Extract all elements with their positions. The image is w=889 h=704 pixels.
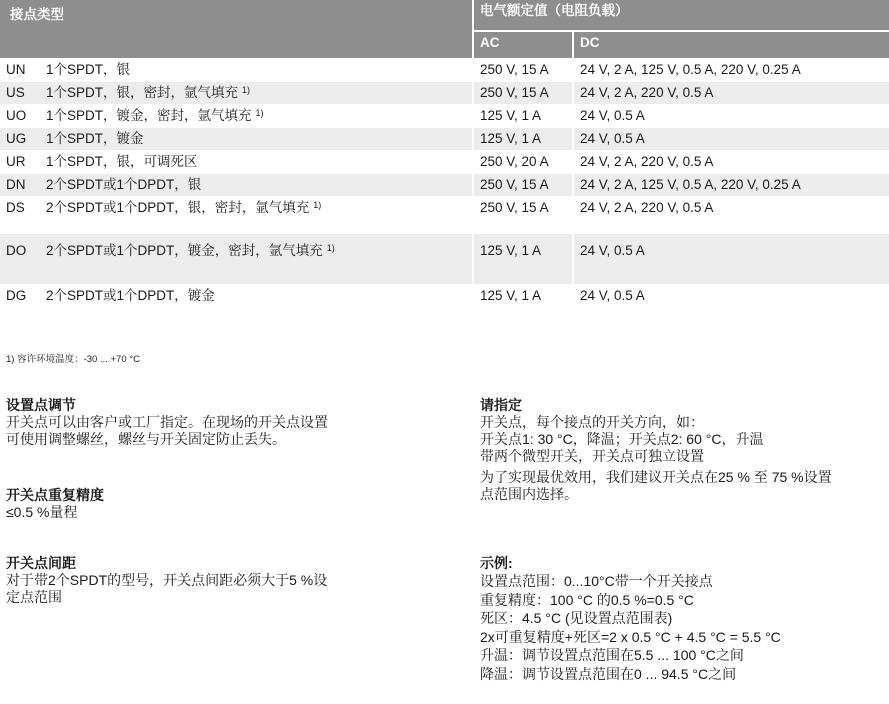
row-dc: 24 V, 2 A, 220 V, 0.5 A [574,81,889,104]
row-dc: 24 V, 2 A, 220 V, 0.5 A [574,150,889,173]
row-code: UG [0,127,40,150]
row-ac: 250 V, 15 A [474,81,574,104]
example-section [480,555,885,683]
footnote-ref: 1) [313,200,322,210]
spacing-text-1: 对于带2个SPDT的型号，开关点间距必须大于5 %设 [6,572,328,588]
repeatability-value: ≤0.5 %量程 [6,504,78,520]
header-ac: AC [474,32,574,58]
row-code: UN [0,58,40,81]
setpoint-section [6,397,406,448]
row-ac: 250 V, 15 A [474,58,574,81]
table-row [0,150,889,173]
row-desc: 1个SPDT，银 [40,58,474,81]
row-code: UO [0,104,40,127]
specify-section [480,397,885,503]
row-dc: 24 V, 0.5 A [574,127,889,150]
row-desc: 2个SPDT或1个DPDT，镀金，密封，氩气填充 $^{1)}$ [40,233,474,284]
row-desc: 1个SPDT，镀金 [40,127,474,150]
footnote: 1) 容许环境温度：-30 ... +70 °C [6,354,140,365]
row-ac: 125 V, 1 A [474,233,574,284]
row-dc: 24 V, 0.5 A [574,233,889,284]
spacing-title: 开关点间距 [6,555,76,571]
row-desc: 2个SPDT或1个DPDT，镀金 [40,284,474,307]
row-ac: 250 V, 15 A [474,196,574,233]
row-dc: 24 V, 0.5 A [574,284,889,307]
row-code: DG [0,284,40,307]
row-ac: 125 V, 1 A [474,104,574,127]
example-title: 示例: [480,555,513,571]
table-row [0,81,889,104]
specify-text-1: 开关点，每个接点的开关方向，如： [480,414,704,430]
setpoint-text-2: 可使用调整螺丝，螺丝与开关固定防止丢失。 [6,431,286,447]
table-row [0,284,889,307]
table-row [0,173,889,196]
example-line-6: 降温：调节设置点范围在0 ... 94.5 °C之间 [480,665,737,682]
example-line-4: 2x可重复精度+死区=2 x 0.5 °C + 4.5 °C = 5.5 °C [480,628,781,645]
contact-spec-table [0,0,889,307]
table-row [0,58,889,81]
table-row [0,196,889,233]
recommend-text-1: 为了实现最优效用，我们建议开关点在25 % 至 75 %设置 [480,469,832,485]
row-desc: 1个SPDT，镀金，密封，氩气填充 $^{1)}$ [40,104,474,127]
footnote-ref: 1) [255,108,264,118]
example-line-5: 升温：调节设置点范围在5.5 ... 100 °C之间 [480,647,744,663]
row-ac: 125 V, 1 A [474,284,574,307]
row-dc: 24 V, 2 A, 125 V, 0.5 A, 220 V, 0.25 A [574,173,889,196]
table-row [0,104,889,127]
row-code: US [0,81,40,104]
row-ac: 125 V, 1 A [474,127,574,150]
example-line-3: 死区：4.5 °C (见设置点范围表) [480,610,673,626]
specify-text-2: 开关点1: 30 °C，降温；开关点2: 60 °C，升温 [480,431,764,447]
row-desc: 2个SPDT或1个DPDT，银，密封，氩气填充 $^{1)}$ [40,196,474,233]
row-dc: 24 V, 2 A, 220 V, 0.5 A [574,196,889,233]
row-code: DS [0,196,40,233]
setpoint-text-1: 开关点可以由客户或工厂指定。在现场的开关点设置 [6,414,328,430]
footnote-ref: 1) [242,85,251,95]
row-dc: 24 V, 0.5 A [574,104,889,127]
row-ac: 250 V, 15 A [474,173,574,196]
row-desc: 1个SPDT，银，密封，氩气填充 $^{1)}$ [40,81,474,104]
row-desc: 2个SPDT或1个DPDT，银 [40,173,474,196]
table-row [0,127,889,150]
row-code: DO [0,233,40,284]
row-dc: 24 V, 2 A, 125 V, 0.5 A, 220 V, 0.25 A [574,58,889,81]
spacing-section [6,555,406,606]
setpoint-title: 设置点调节 [6,397,76,413]
specify-title: 请指定 [480,397,522,413]
repeatability-title: 开关点重复精度 [6,487,104,503]
row-ac: 250 V, 20 A [474,150,574,173]
footnote-ref: 1) [326,243,335,253]
specify-text-3: 带两个微型开关，开关点可独立设置 [480,448,704,464]
example-line-2: 重复精度：100 °C 的0.5 %=0.5 °C [480,591,694,608]
row-code: UR [0,150,40,173]
example-line-1: 设置点范围：0...10°C带一个开关接点 [480,573,713,589]
header-contact-type: 接点类型 [0,0,474,58]
row-code: DN [0,173,40,196]
header-dc: DC [574,32,889,58]
repeatability-section [6,487,406,521]
spacing-text-2: 定点范围 [6,589,62,605]
row-desc: 1个SPDT，银，可调死区 [40,150,474,173]
recommend-text-2: 点范围内选择。 [480,486,578,502]
header-electrical-rating: 电气额定值（电阻负载） [474,0,889,32]
table-row [0,233,889,284]
